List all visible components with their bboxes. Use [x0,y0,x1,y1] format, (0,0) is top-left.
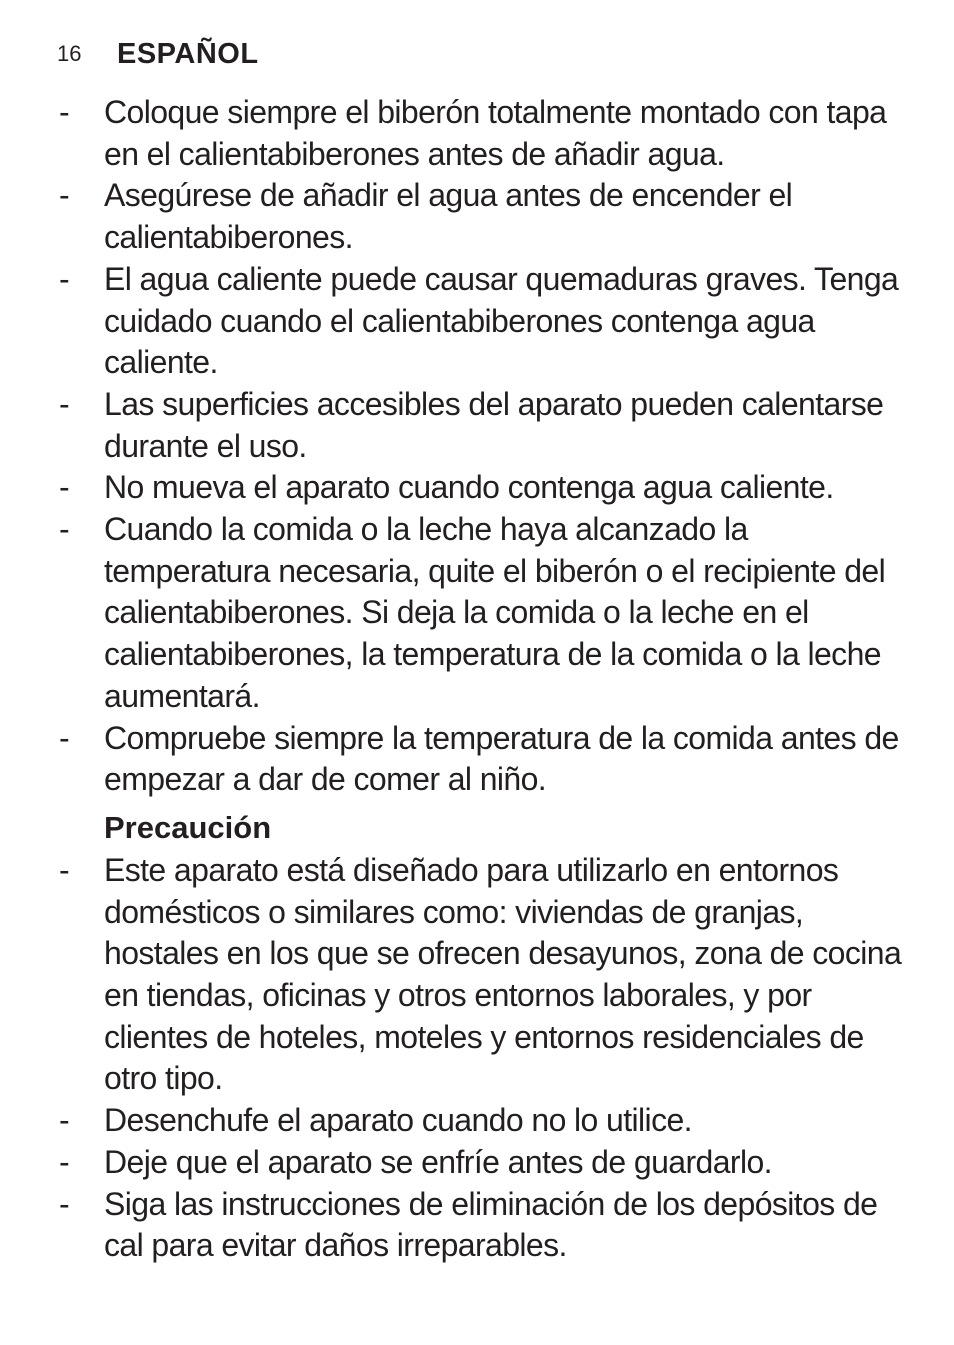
list-item-text: Compruebe siempre la temperatura de la comida antes de empezar a dar de comer al niño. [104,719,899,798]
list-item-text: No mueva el aparato cuando contenga agua caliente. [104,469,834,506]
bullet-dash: - [59,511,70,548]
section-title: ESPAÑOL [117,37,259,70]
list-item [57,1100,917,1142]
list-item [57,259,917,384]
list-item [57,384,917,467]
list-item-text: Desenchufe el aparato cuando no lo utilice. [104,1102,692,1139]
bullet-dash: - [59,177,70,214]
list-item [57,1184,917,1267]
bullet-dash: - [59,385,70,422]
list-item-text: Este aparato está diseñado para utilizarlo en entornos domésticos o similares como: viviendas de granjas, hostales en los que se ofrecen desayunos, zona de cocina en tiendas, oficinas y otros entornos laborales, y por clientes de hoteles, moteles y entornos residenciales de otro tipo. [104,851,902,1097]
bullet-dash: - [59,1102,70,1139]
list-item [57,850,917,1100]
list-item [57,509,917,718]
page-content [57,92,917,1267]
list-item [57,467,917,509]
list-item [57,718,917,801]
list-item-text: Cuando la comida o la leche haya alcanzado la temperatura necesaria, quite el biberón o el recipiente del calientabiberones. Si deja la comida o la leche en el calientabiberones, la temperatura de la comida o la leche aumentará. [104,511,886,714]
list-item-text: Asegúrese de añadir el agua antes de encender el calientabiberones. [104,177,793,256]
list-item [57,1142,917,1184]
bullet-dash: - [59,1143,70,1180]
caution-heading: Precaución [104,809,272,845]
list-item [57,92,917,175]
list-item-text: Coloque siempre el biberón totalmente montado con tapa en el calientabiberones antes de añadir agua. [104,94,887,172]
list-item-text: El agua caliente puede causar quemaduras graves. Tenga cuidado cuando el calientabiberones contenga agua caliente. [104,260,899,381]
list-item-text: Deje que el aparato se enfríe antes de guardarlo. [104,1143,772,1180]
page-header [57,34,259,74]
bullet-dash: - [59,719,70,756]
page-number: 16 [57,41,82,66]
bullet-dash: - [59,260,70,297]
bullet-dash: - [59,851,70,888]
list-item [57,175,917,258]
bullet-dash: - [59,469,70,506]
caution-list [57,850,917,1267]
list-item-text: Las superficies accesibles del aparato pueden calentarse durante el uso. [104,385,884,464]
bullet-dash: - [59,94,70,130]
list-item-text: Siga las instrucciones de eliminación de los depósitos de cal para evitar daños irreparables. [104,1185,878,1264]
warning-list [57,92,917,801]
bullet-dash: - [59,1185,70,1222]
